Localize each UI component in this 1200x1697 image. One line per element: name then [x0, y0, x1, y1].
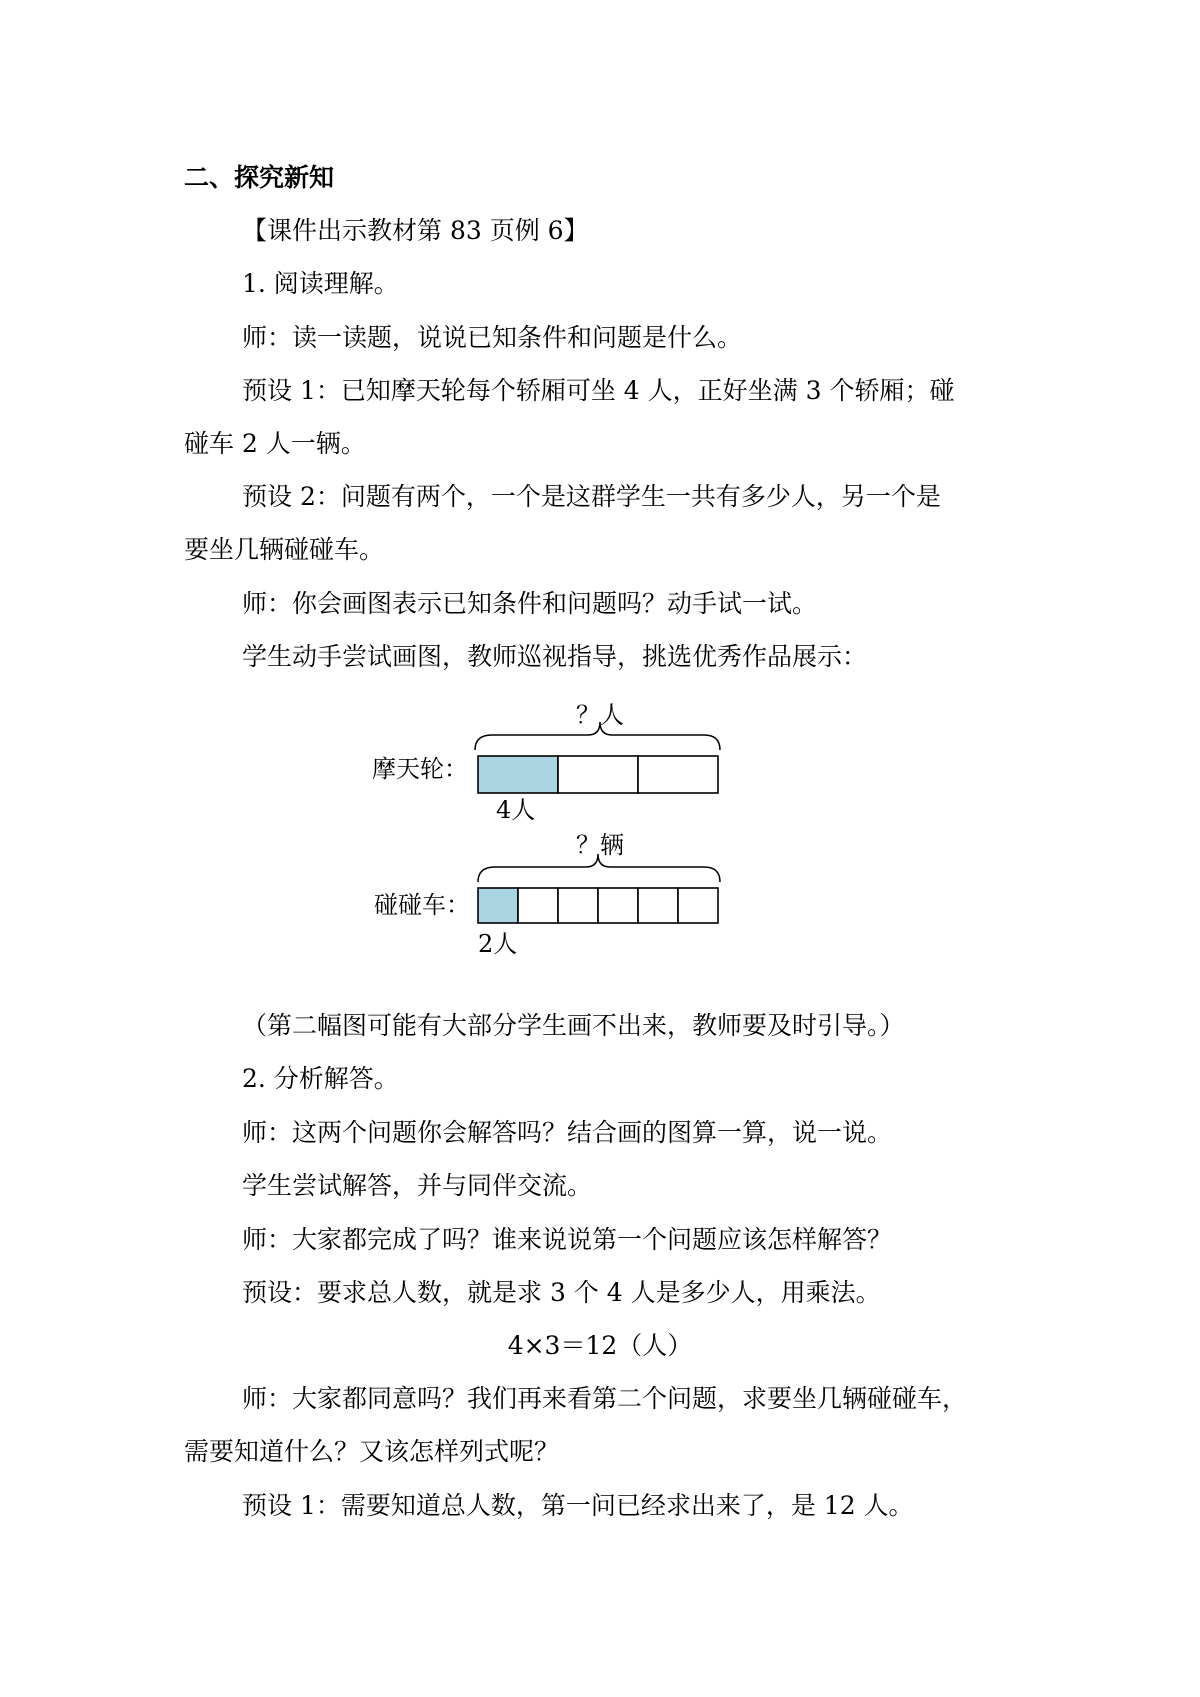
ferris-segment-2 — [558, 756, 638, 793]
bumper-segment-5 — [638, 888, 678, 923]
paragraph-preset-3: 预设：要求总人数，就是求 3 个 4 人是多少人，用乘法。 — [242, 1278, 881, 1307]
ferris-row-label: 摩天轮： — [372, 755, 468, 783]
paragraph-preset-2-a: 预设 2：问题有两个，一个是这群学生一共有多少人，另一个是 — [242, 482, 941, 511]
ferris-bar — [478, 756, 718, 793]
ferris-unit-label: 4人 — [496, 796, 536, 824]
paragraph-preset-2-b: 要坐几辆碰碰车。 — [184, 535, 385, 564]
ferris-segment-1 — [478, 756, 558, 793]
bumper-bar — [478, 888, 718, 923]
paragraph-courseware: 【课件出示教材第 83 页例 6】 — [242, 216, 589, 245]
bumper-unit-label: 2人 — [478, 930, 518, 958]
bumper-segment-3 — [558, 888, 598, 923]
paragraph-analysis: 2. 分析解答。 — [242, 1064, 399, 1093]
paragraph-students-draw: 学生动手尝试画图，教师巡视指导，挑选优秀作品展示： — [242, 642, 868, 671]
section-heading: 二、探究新知 — [184, 163, 335, 192]
paragraph-teacher-3: 师：这两个问题你会解答吗？结合画的图算一算，说一说。 — [242, 1118, 893, 1147]
paragraph-reading: 1. 阅读理解。 — [242, 269, 399, 298]
bar-diagram — [0, 690, 1200, 980]
paragraph-preset-4: 预设 1：需要知道总人数，第一问已经求出来了，是 12 人。 — [242, 1491, 914, 1520]
paragraph-preset-1-a: 预设 1：已知摩天轮每个轿厢可坐 4 人，正好坐满 3 个轿厢；碰 — [242, 376, 955, 405]
bumper-segment-2 — [518, 888, 558, 923]
ferris-question-label: ？人 — [576, 701, 624, 729]
paragraph-preset-1-b: 碰车 2 人一辆。 — [184, 429, 366, 458]
bumper-row-label: 碰碰车： — [374, 891, 470, 919]
bumper-brace — [478, 854, 720, 882]
bumper-segment-6 — [678, 888, 718, 923]
equation: 4×3＝12（人） — [507, 1331, 693, 1360]
ferris-segment-3 — [638, 756, 718, 793]
paragraph-teacher-2: 师：你会画图表示已知条件和问题吗？动手试一试。 — [242, 589, 818, 618]
bumper-segment-1 — [478, 888, 518, 923]
bumper-segment-4 — [598, 888, 638, 923]
paragraph-teacher-1: 师：读一读题，说说已知条件和问题是什么。 — [242, 323, 743, 352]
paragraph-note: （第二幅图可能有大部分学生画不出来，教师要及时引导。） — [242, 1011, 905, 1040]
bumper-question-label: ？辆 — [576, 831, 624, 859]
paragraph-teacher-5-b: 需要知道什么？又该怎样列式呢？ — [184, 1437, 560, 1466]
paragraph-students-answer: 学生尝试解答，并与同伴交流。 — [242, 1171, 593, 1200]
paragraph-teacher-4: 师：大家都完成了吗？谁来说说第一个问题应该怎样解答？ — [242, 1225, 893, 1254]
paragraph-teacher-5-a: 师：大家都同意吗？我们再来看第二个问题，求要坐几辆碰碰车， — [242, 1384, 968, 1413]
